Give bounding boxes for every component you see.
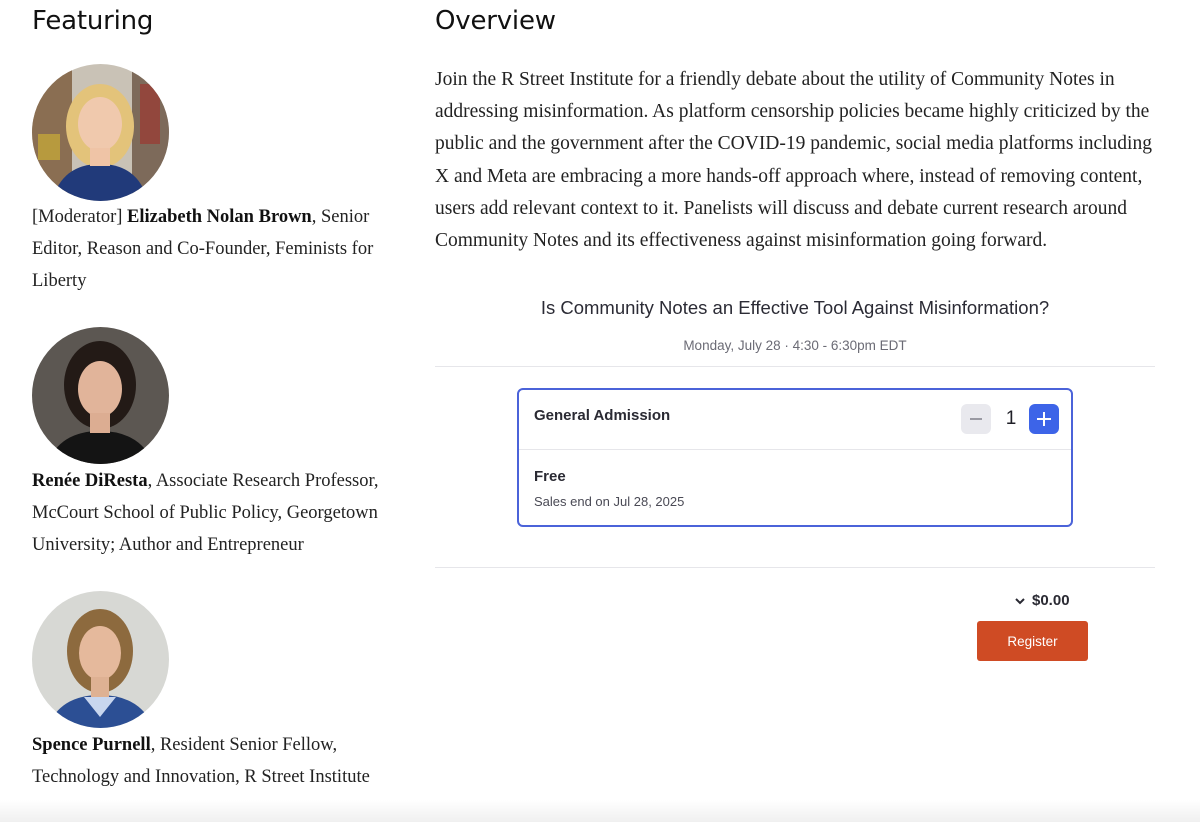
quantity-increase-button[interactable] — [1029, 404, 1059, 434]
portrait-image — [32, 591, 169, 728]
card-divider — [519, 449, 1071, 450]
portrait-image — [32, 64, 169, 201]
featuring-heading: Featuring — [32, 6, 154, 36]
order-total: $0.00 — [1032, 592, 1070, 609]
overview-heading: Overview — [435, 6, 556, 36]
ticket-card[interactable] — [517, 388, 1073, 527]
event-date: Monday, July 28 · 4:30 - 6:30pm EDT — [683, 338, 907, 353]
panelist-title: , Associate Research Professor, McCourt School of Public Policy, Georgetown University; Author and Entrepreneur — [32, 471, 379, 555]
panelist-title: , Senior Editor, Reason and Co-Founder, Feminists for Liberty — [32, 207, 374, 291]
sales-end-text: Sales end on Jul 28, 2025 — [534, 494, 685, 509]
avatar-elizabeth-nolan-brown — [32, 64, 169, 201]
panelist-bio-2 — [32, 465, 397, 561]
register-button[interactable]: Register — [977, 621, 1088, 661]
ticket-name: General Admission — [534, 407, 671, 424]
panelist-role: [Moderator] — [32, 207, 128, 227]
bottom-fade — [0, 800, 1200, 822]
order-total-toggle[interactable] — [1014, 592, 1070, 609]
panelist-name: Spence Purnell — [32, 735, 151, 755]
chevron-down-icon — [1014, 595, 1026, 607]
overview-text: Join the R Street Institute for a friendly debate about the utility of Community Notes in addressing misinformation. As platform censorship policies became highly criticized by the public and the government after the COVID-19 pandemic, social media platforms including X and Meta are embracing a more hands-off approach where, instead of removing content, users add relevant context to it. Panelists will discuss and debate current research around Community Notes and its effectiveness against misinformation going forward. — [435, 69, 1152, 252]
quantity-decrease-button[interactable] — [961, 404, 991, 434]
event-title: Is Community Notes an Effective Tool Against Misinformation? — [540, 297, 1050, 318]
ticket-price: Free — [534, 468, 566, 485]
panelist-bio-1 — [32, 201, 397, 297]
panelist-bio-3 — [32, 729, 397, 793]
avatar-spence-purnell — [32, 591, 169, 728]
widget-divider-bottom — [435, 567, 1155, 568]
panelist-name: Elizabeth Nolan Brown — [127, 207, 312, 227]
avatar-renee-diresta — [32, 327, 169, 464]
widget-divider-top — [435, 366, 1155, 367]
panelist-title: , Resident Senior Fellow, Technology and Innovation, R Street Institute — [32, 735, 370, 787]
portrait-image — [32, 327, 169, 464]
panelist-name: Renée DiResta — [32, 471, 148, 491]
quantity-value: 1 — [1005, 408, 1017, 429]
